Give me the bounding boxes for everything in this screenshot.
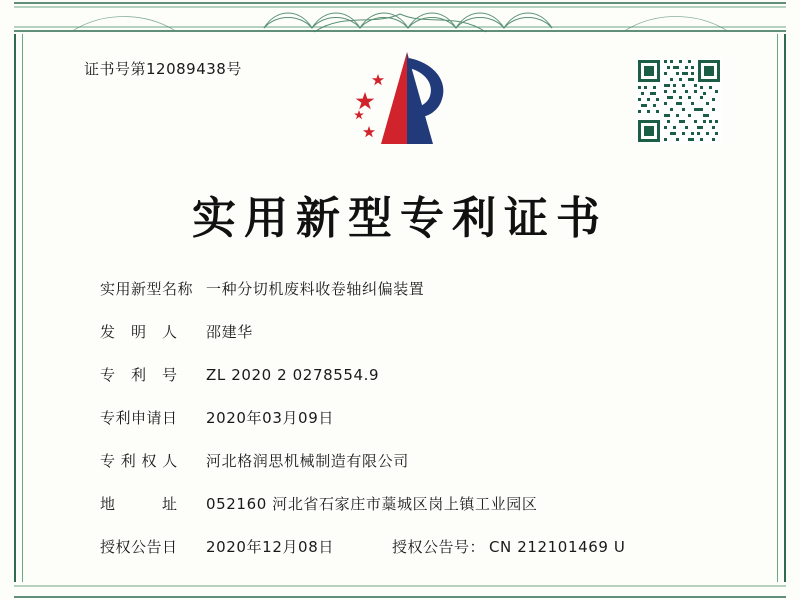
qr-code-icon	[636, 58, 722, 144]
field-value: 052160 河北省石家庄市藁城区岗上镇工业园区	[206, 495, 538, 513]
field-row-inventor	[100, 321, 710, 342]
field-label: 授权公告日	[100, 538, 178, 556]
field-row-grant-announcement	[100, 536, 710, 557]
field-row-application-date	[100, 407, 710, 428]
field-label: 发 明 人	[100, 323, 178, 341]
field-value: 河北格润思机械制造有限公司	[206, 452, 409, 470]
field-value-announcement-number: CN 212101469 U	[488, 538, 626, 556]
field-label: 地 址	[100, 495, 178, 513]
certificate-number: 证书号第12089438号	[84, 60, 242, 78]
field-row-patentee	[100, 450, 710, 471]
field-label: 专利申请日	[100, 409, 178, 427]
field-value: 2020年03月09日	[206, 409, 334, 427]
page-title: 实用新型专利证书	[192, 193, 608, 244]
field-label: 实用新型名称	[100, 280, 194, 298]
field-value: 邵建华	[206, 323, 253, 341]
field-value: 2020年12月08日	[206, 538, 334, 556]
field-row-patent-number	[100, 364, 710, 385]
field-value: 一种分切机废料收卷轴纠偏装置	[206, 280, 425, 298]
field-label: 专 利 号	[100, 366, 178, 384]
field-row-utility-model-name	[100, 278, 710, 299]
field-row-address	[100, 493, 710, 514]
bottom-ornament	[14, 582, 786, 600]
cnipa-patent-logo-icon	[345, 48, 465, 158]
field-label-announcement-number: 授权公告号：	[391, 538, 485, 556]
field-label: 专 利 权 人	[100, 452, 178, 470]
field-value: ZL 2020 2 0278554.9	[206, 366, 380, 384]
field-list	[100, 278, 710, 579]
top-ornament	[14, 0, 786, 34]
